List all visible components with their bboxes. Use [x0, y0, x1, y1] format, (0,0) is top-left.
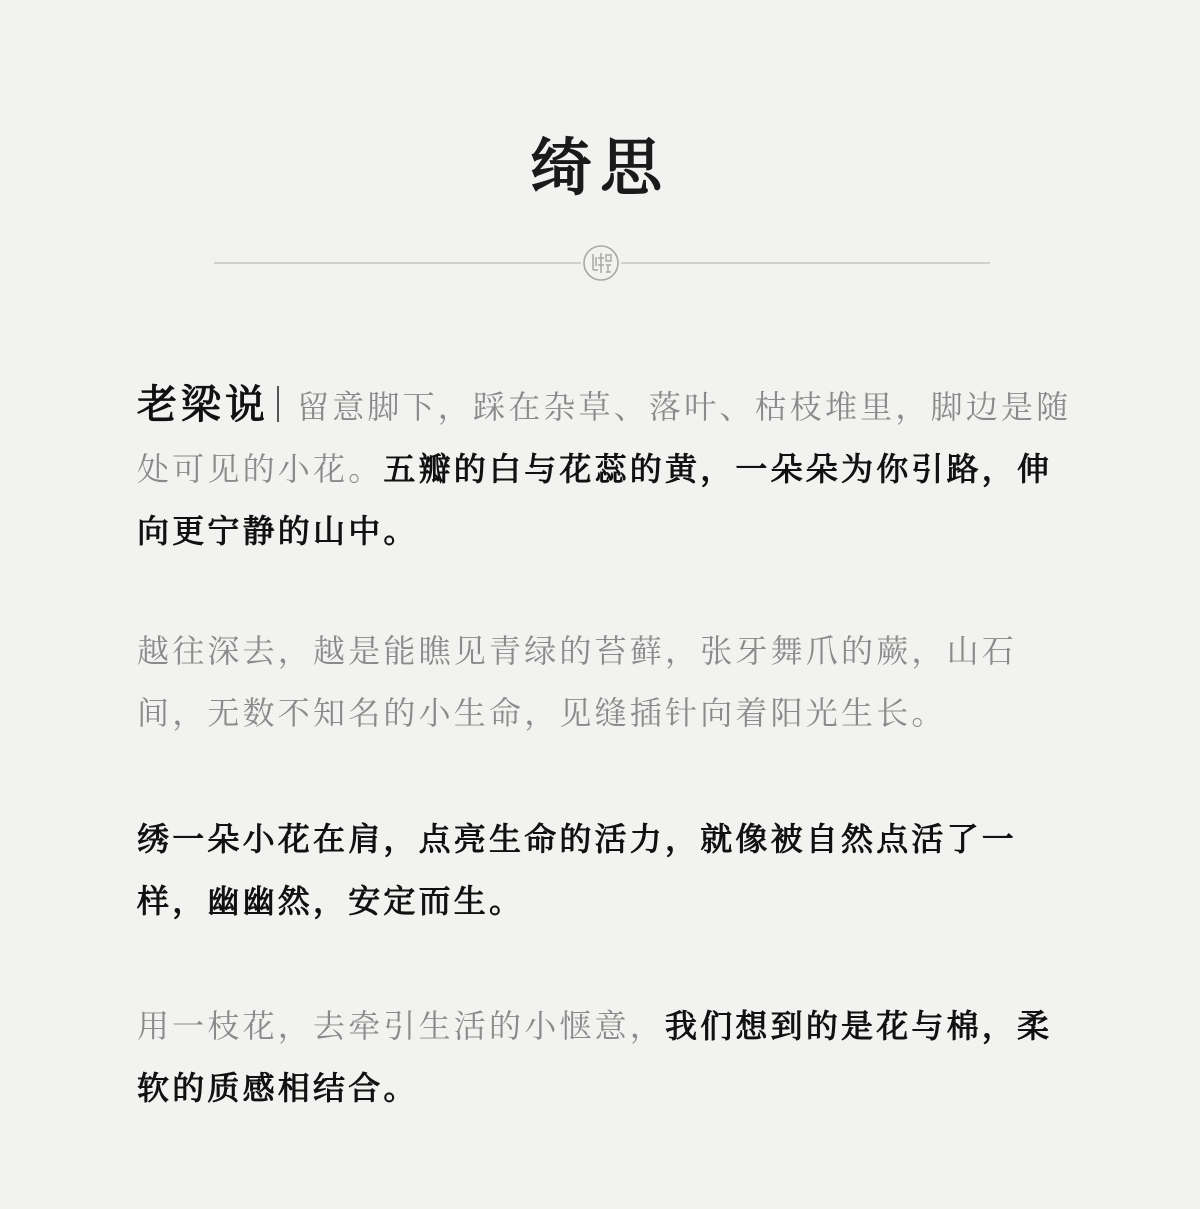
speaker-label: 老梁说 — [137, 381, 269, 428]
intro-text-light: 留意脚下，踩在杂草、落叶、枯枝堆里，脚边是随处可见的小花。 — [137, 388, 1072, 488]
cotton-paragraph — [137, 995, 1087, 1119]
intro-paragraph — [137, 374, 1087, 562]
page-title: 绮思 — [529, 131, 670, 204]
seal-emblem-icon — [581, 243, 621, 283]
cotton-text-strong: 我们想到的是花与棉，柔软的质感相结合。 — [137, 1007, 1053, 1107]
title-divider — [214, 241, 990, 285]
intro-text-strong: 五瓣的白与花蕊的黄，一朵朵为你引路，伸向更宁静的山中。 — [137, 450, 1053, 550]
speaker-separator — [277, 386, 279, 422]
forest-paragraph: 越往深去，越是能瞧见青绿的苔藓，张牙舞爪的蕨，山石间，无数不知名的小生命，见缝插针向着阳光生长。 — [137, 632, 1018, 732]
cotton-text-light: 用一枝花，去牵引生活的小惬意， — [137, 1007, 666, 1045]
embroidery-paragraph: 绣一朵小花在肩，点亮生命的活力，就像被自然点活了一样，幽幽然，安定而生。 — [137, 820, 1018, 920]
